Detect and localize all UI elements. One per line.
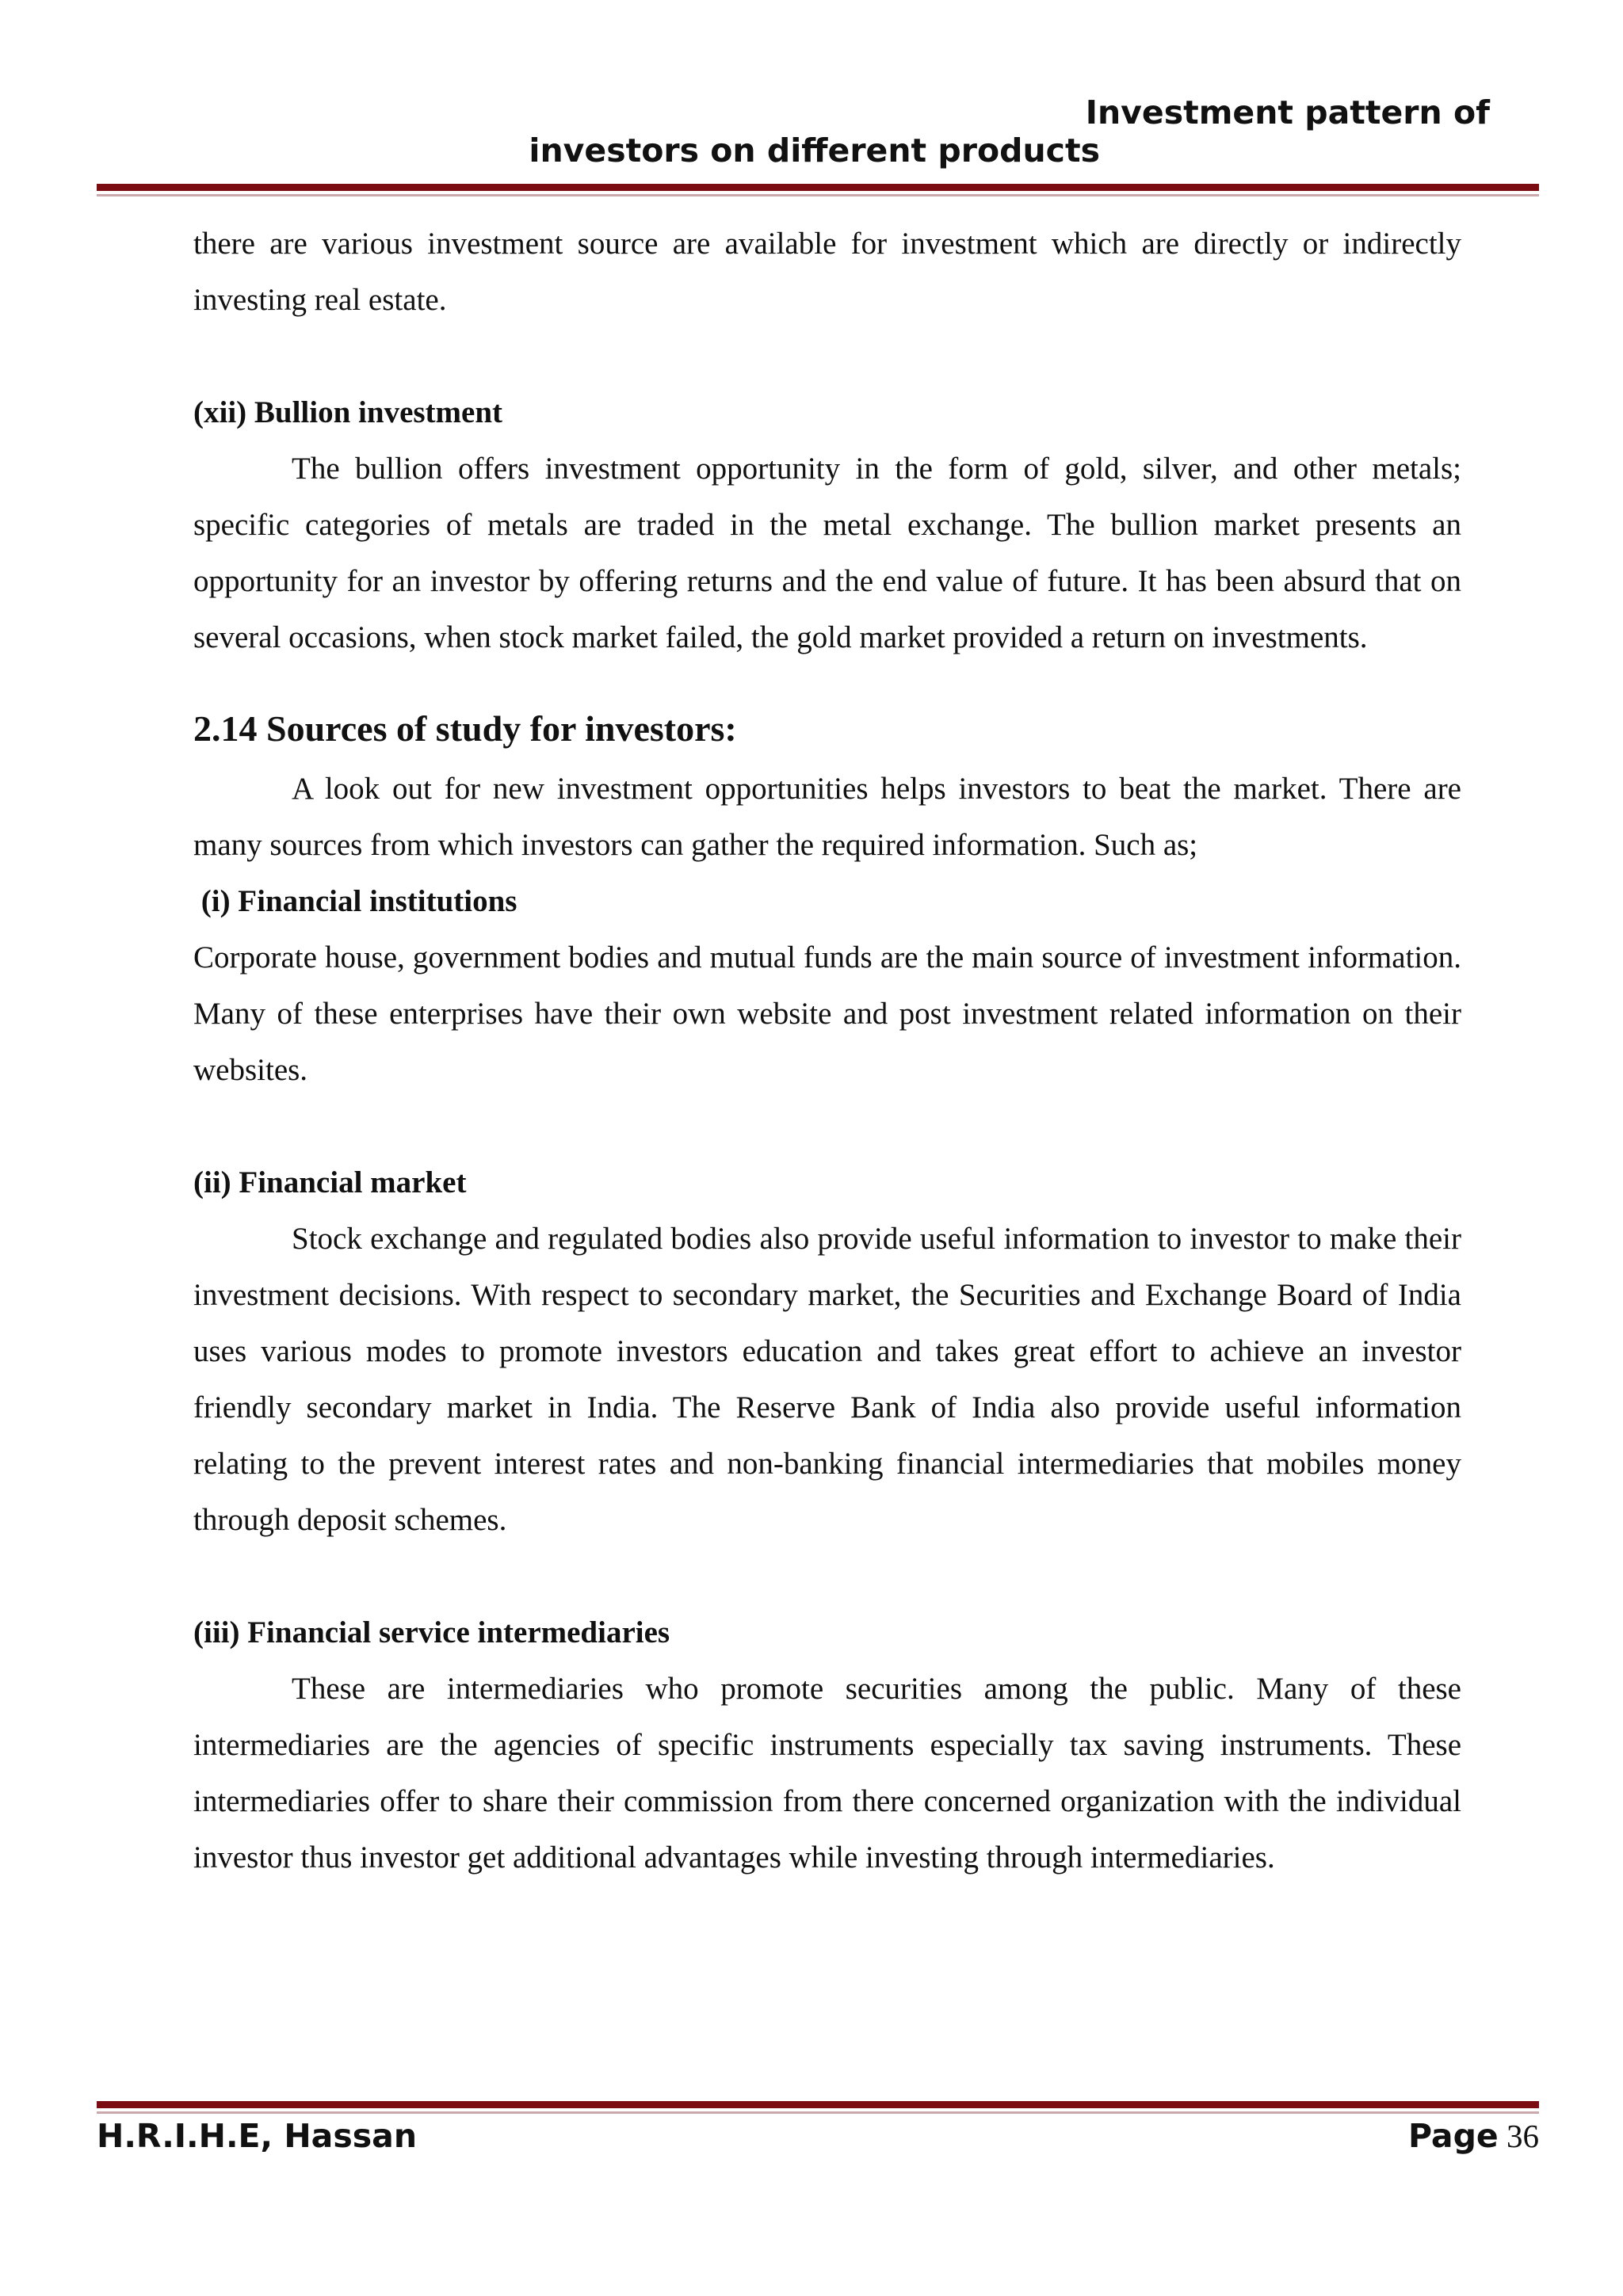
page-body (193, 215, 1461, 1886)
running-header (0, 93, 1490, 170)
page-number: 36 (1507, 2118, 1539, 2154)
section-intro-paragraph: A look out for new investment opportunities helps investors to beat the market. There are many sources from which investors can gather the required information. Such as; (193, 772, 1461, 862)
header-rule (97, 184, 1539, 196)
header-title-line2: investors on different products (529, 132, 1100, 170)
financial-service-paragraph: These are intermediaries who promote securities among the public. Many of these intermediaries are the agencies of specific instruments especially tax saving instruments. These intermediaries offer to share their commission from there concerned organization with the individual investor thus investor get additional advantages while investing through intermediaries. (193, 1672, 1461, 1875)
intro-paragraph: there are various investment source are available for investment which are directly or indirectly investing real estate. (193, 227, 1461, 317)
financial-service-heading: (iii) Financial service intermediaries (193, 1615, 670, 1650)
page-footer (97, 2117, 1539, 2164)
footer-institution: H.R.I.H.E, Hassan (97, 2117, 418, 2155)
bullion-heading: (xii) Bullion investment (193, 395, 503, 429)
header-title-line1: Investment pattern of (1085, 93, 1490, 132)
page-number-block (1408, 2117, 1539, 2155)
page-label: Page (1407, 2117, 1499, 2155)
financial-institutions-paragraph: Corporate house, government bodies and mutual funds are the main source of investment information. Many of these enterprises have their own website and post investment related information on their websites. (193, 940, 1461, 1087)
financial-market-paragraph: Stock exchange and regulated bodies also provide useful information to investor to make their investment decisions. With respect to secondary market, the Securities and Exchange Board of India uses various modes to promote investors education and takes great effort to achieve an investor friendly secondary market in India. The Reserve Bank of India also provide useful information relating to the prevent interest rates and non-banking financial intermediaries that mobiles money through deposit schemes. (193, 1222, 1461, 1537)
financial-market-heading: (ii) Financial market (193, 1165, 467, 1199)
section-heading: 2.14 Sources of study for investors: (193, 708, 737, 749)
financial-institutions-heading: (i) Financial institutions (193, 884, 517, 918)
footer-rule (97, 2101, 1539, 2114)
bullion-paragraph: The bullion offers investment opportunity in the form of gold, silver, and other metals; specific categories of metals are traded in the metal exchange. The bullion market presents an opportunity for an investor by offering returns and the end value of future. It has been absurd that on several occasions, when stock market failed, the gold market provided a return on investments. (193, 452, 1461, 654)
